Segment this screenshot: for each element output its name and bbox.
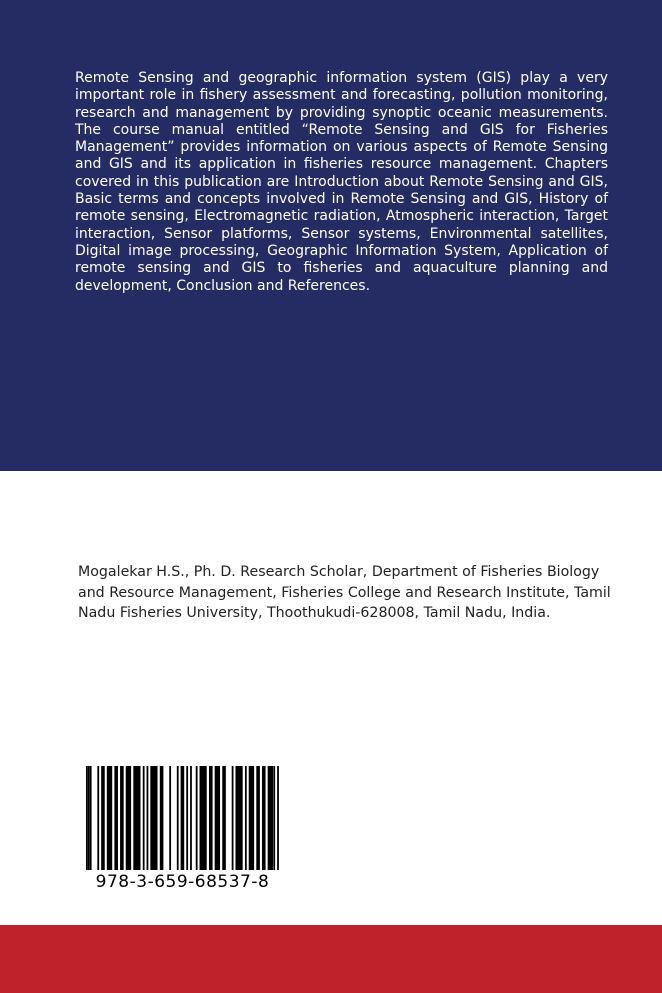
barcode-bar [177,766,179,870]
barcode-bar [232,766,234,870]
barcode-bar [88,766,90,870]
barcode-bar [107,766,112,870]
barcode-bar [101,766,105,870]
barcode-bar [196,766,198,870]
red-bottom-band [0,925,662,993]
barcode-bar [235,766,242,870]
barcode-bar [273,766,275,870]
barcode-bar [147,766,149,870]
barcode-bar [222,766,226,870]
barcode-bar [90,766,92,870]
barcode-bar [126,766,131,870]
book-description: Remote Sensing and geographic information system (GIS) play a very important role in fishery assessment and forecasting, pollution monitoring, research and management by providing synoptic oceanic measurements. The course manual entitled “Remote Sensing and GIS for Fisheries Management” provides information on various aspects of Remote Sensing and GIS and its application in fisheries resource management. Chapters covered in this publication are Introduction about Remote Sensing and GIS, Basic terms and concepts involved in Remote Sensing and GIS, History of remote sensing, Electromagnetic radiation, Atmospheric interaction, Target interaction, Sensor platforms, Sensor systems, Environmental satellites, Digital image processing, Geographic Information System, Application of remote sensing and GIS to fisheries and aquaculture planning and development, Conclusion and References. [75,70,608,294]
barcode-bar [249,766,254,870]
barcode-bar [160,766,164,870]
barcode-bar [143,766,145,870]
barcode-bar [262,766,266,870]
barcode-bar [268,766,273,870]
barcode-bar [169,766,171,870]
barcode-bar [150,766,157,870]
barcode-bar [181,766,185,870]
barcode-bar [200,766,207,870]
barcode-bar [215,766,220,870]
barcode-bar [190,766,192,870]
barcode-bar [245,766,247,870]
barcode-bars-icon [86,766,279,870]
author-bio: Mogalekar H.S., Ph. D. Research Scholar, Department of Fisheries Biology and Resource Management, Fisheries College and Research Institute, Tamil Nadu Fisheries University, Thoothukudi-628008, Tamil Nadu, India. [78,564,611,621]
isbn-number: 978-3-659-68537-8 [95,872,270,892]
barcode-bar [114,766,118,870]
back-cover-blue-panel [0,0,662,471]
barcode-bar [186,766,188,870]
barcode-bar [256,766,260,870]
isbn-barcode [80,760,285,898]
barcode-bar [97,766,99,870]
barcode-bar [120,766,124,870]
barcode-bar [277,766,279,870]
barcode-bar [133,766,140,870]
barcode-bar [209,766,213,870]
barcode-bar [86,766,88,870]
